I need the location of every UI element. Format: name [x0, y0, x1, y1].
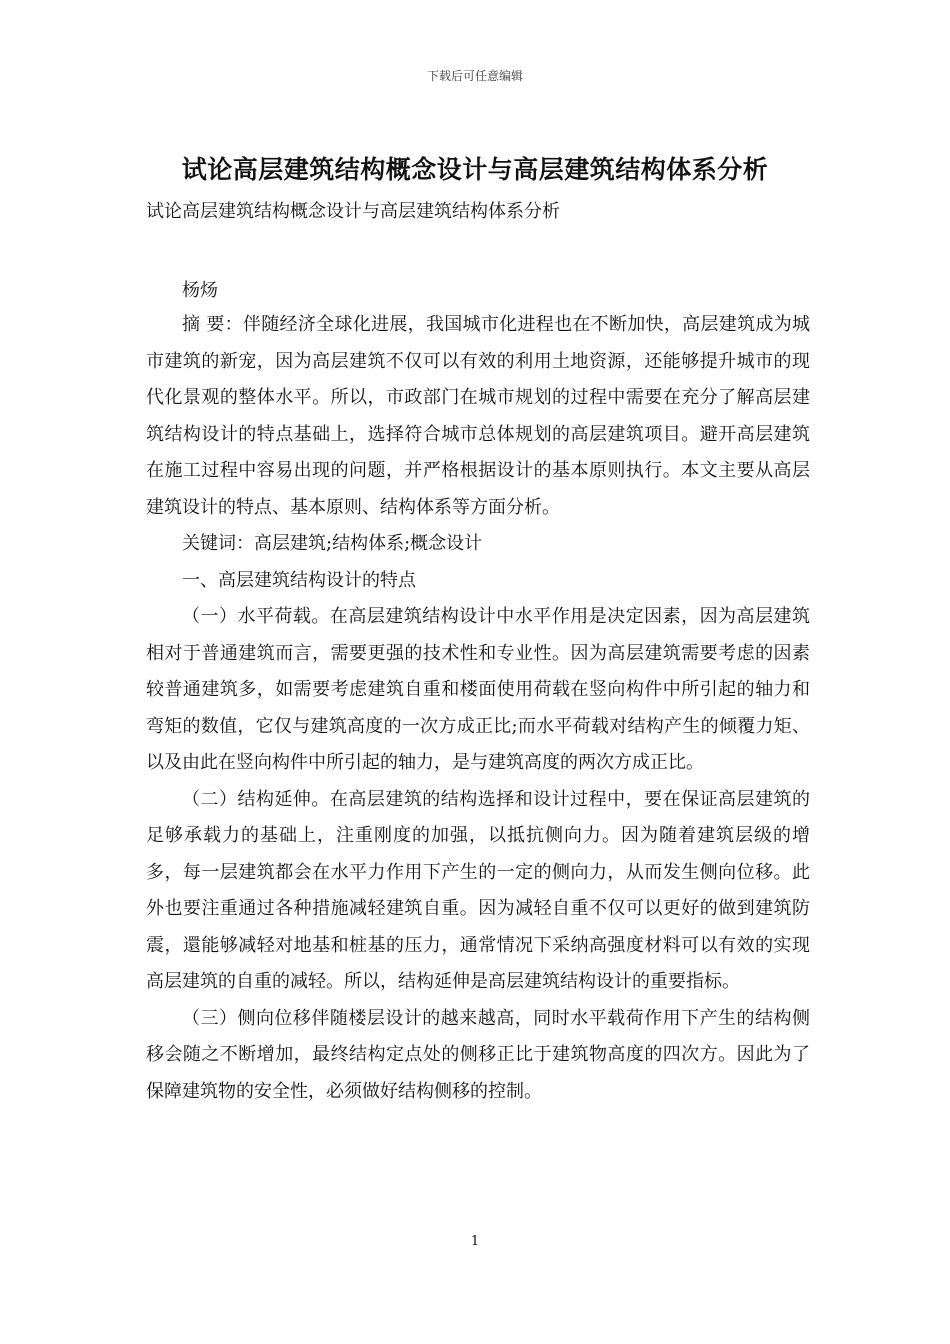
- abstract-paragraph: 摘 要：伴随经济全球化进展，我国城市化进程也在不断加快，高层建筑成为城市建筑的新宠，因为高层建筑不仅可以有效的利用土地资源，还能够提升城市的现代化景观的整体水平。所以，市政部门在城市规划的过程中需要在充分了解高层建筑结构设计的特点基础上，选择符合城市总体规划的高层建筑项目。避开高层建筑在施工过程中容易出现的问题，并严格根据设计的基本原则执行。本文主要从高层建筑设计的特点、基本原则、结构体系等方面分析。: [146, 314, 810, 518]
- page-number: 1: [470, 1234, 480, 1249]
- document-title: 试论高层建筑结构概念设计与高层建筑结构体系分析: [181, 155, 769, 184]
- body-paragraph: （一）水平荷载。在高层建筑结构设计中水平作用是决定因素，因为高层建筑相对于普通建筑而言，需要更强的技术性和专业性。因为高层建筑需要考虑的因素较普通建筑多，如需要考虑建筑自重和楼面使用荷载在竖向构件中所引起的轴力和弯矩的数值，它仅与建筑高度的一次方成正比;而水平荷载对结构产生的倾覆力矩、以及由此在竖向构件中所引起的轴力，是与建筑高度的两次方成正比。: [146, 606, 810, 773]
- keywords-paragraph: 关键词：高层建筑;结构体系;概念设计: [182, 533, 483, 554]
- document-body: [146, 307, 810, 1110]
- section-heading: 一、高层建筑结构设计的特点: [182, 569, 416, 591]
- author-name: 杨炀: [182, 280, 218, 301]
- body-paragraph: （三）侧向位移伴随楼层设计的越来越高，同时水平载荷作用下产生的结构侧移会随之不断增加，最终结构定点处的侧移正比于建筑物高度的四次方。因此为了保障建筑物的安全性，必须做好结构侧移的控制。: [146, 1007, 810, 1102]
- document-subtitle: 试论高层建筑结构概念设计与高层建筑结构体系分析: [146, 201, 560, 222]
- header-note: 下载后可任意编辑: [426, 69, 523, 83]
- body-paragraph: （二）结构延伸。在高层建筑的结构选择和设计过程中，要在保证高层建筑的足够承载力的基础上，注重刚度的加强，以抵抗侧向力。因为随着建筑层级的增多，每一层建筑都会在水平力作用下产生的一定的侧向力，从而发生侧向位移。此外也要注重通过各种措施减轻建筑自重。因为减轻自重不仅可以更好的做到建筑防震，還能够减轻对地基和桩基的压力，通常情况下采纳高强度材料可以有效的实现高层建筑的自重的减轻。所以，结构延伸是高层建筑结构设计的重要指标。: [146, 788, 810, 992]
